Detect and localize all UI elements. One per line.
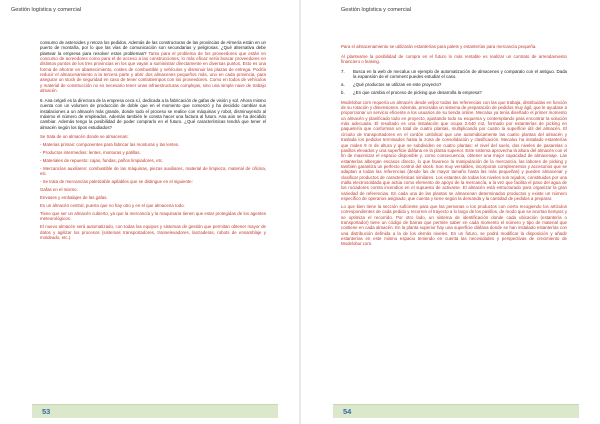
answer-line: - Materias primas: componentes para fabricar las monturas y las lentes. bbox=[40, 142, 180, 148]
running-header: Gestión logística y comercial bbox=[341, 7, 411, 13]
answer-line: Gafas en el mismo. bbox=[40, 187, 78, 193]
question-text: Busca en la web de mecalux un ejemplo de automatización de almacenes y comparalo con el antiguo. Dada la expansión de el comment puedes estudiar el caso. bbox=[353, 68, 567, 80]
answer-line: - Productos intermedios: lentes, monturas y patillas. bbox=[40, 150, 141, 156]
page-53 bbox=[0, 0, 299, 424]
answer-text: Tanto para el problema de los proveedores que están en concurso de acreedores como para el de acceso a las construcciones, lo más eficaz sería buscar proveedores en distintos puntos de los tres provincias en los que vayan a suministrar directamente en diversas puntos. Esto es una forma de ahorrar en abastecimiento, costes de combustible y vehículos y disminuir las plazas de entrega. Podría reducir el almacenamiento a la tercera parte y abrir dos almacenes pequeños más, uno en cada provincia, para asegurar un stock de seguridad en caso de tener contratiempos con los proveedores. Como en todos de vehículos y material de construcción no es necesario tener unas infraestructuras complejas, sino una simple nave de trabajo almacén. bbox=[40, 50, 266, 94]
question-6: 6. Ana celgeli es la directora de la empresa ceca s.l, dedicada a la fabricación de gafas de visión y sol. Ahora mismo cuenta con un volumen de producción de doble que en el momento que comenzó y ha decidido cambiar sus instalaciones a un almacén más grande, donde todo el proceso se realice con máquinas y robot, disminuyendo al máximo el número de empleados. Además también le consta hacer una factura al futuro. Ana aún se ha decidido cambiar. Además tengo la posibilidad de poder comprarlo en el futuro. ¿Qué características tendrá que tener el almacén según los tipos estudiados? bbox=[40, 97, 266, 130]
question-7a bbox=[341, 82, 567, 87]
question-text: ¿Qué productos se utilizan en este proyecto? bbox=[353, 82, 442, 88]
text-column bbox=[40, 40, 266, 243]
answer-line: - Mercancías auxiliares: combustible de las máquinas, piezas auxiliares, material de limpieza, material de oficina, etc. bbox=[40, 166, 266, 177]
paragraph bbox=[40, 40, 266, 93]
page-54 bbox=[301, 0, 600, 424]
answer-line: El nuevo almacén será automatizado, con todas las equipos y sistemas de gestión que permitan obtener mayor de datos y agilizar los procesos (sistemas transportadores, transelevadores, lanzaderas, robots de ensamblaje y moldeado, etc.). bbox=[40, 224, 266, 241]
question-7 bbox=[341, 69, 567, 80]
question-text: consumo de asteroides y retoza los pedidos. Además de las constructoras de las provincias de Almería están en un puerto de montaña, por lo que las vías de comunicación son secundarias y peligrosas. ¿Qué alternativa debe plantear la empresa para resolver estos problemas? bbox=[40, 40, 266, 56]
question-letter: b. bbox=[341, 90, 345, 96]
text-column bbox=[341, 44, 567, 249]
page-number: 53 bbox=[42, 407, 51, 416]
answer-line: Para el almacenamiento se utilizarán estanterías para palets y estanterías para mercancía pequeña. bbox=[341, 44, 537, 49]
page-footer bbox=[333, 404, 579, 418]
answer-line: Envases y embalajes de las gafas. bbox=[40, 195, 108, 201]
answer-line: Es un almacén central, puesto que no hay otro y en el que almacena todo. bbox=[40, 203, 185, 209]
question-letter: a. bbox=[341, 82, 345, 88]
answer-paragraph: Modelobur.com requería un almacén desde veljoz todas las referencias con las que trabaja, distribuidas en función de su rotación y dimensiones. Además, precisaba un sistema de preparación de pedidos muy ágil, que le ayudase a proporcionar un servicio eficiente a los usuarios de su tienda online. Mecalux ya tenía diseñado el primer momento un almacén y planificado todo en proyecto, ajustando todo su esquema y contemplando para encontrar la solución más adecuada. El resultado es una instalación que ocupa 2.640 m2, formado por estanterías de picking en paquetería que conforman un total de cuatro plantas, multiplicando por cuatro la superficie útil del almacén. El circuito de transportadores en el cordón umbilical que une automáticamente las cuatro plantas del almacén y traslada los pedidos terminados hasta la zona de consolidación y clasificación. Mecalux ha instalado estanterías que miden 9 m de altura y que se subdividen en cuatro plantas: el nivel del suelo, dos niveles de pasarelas o pasillos elevados y una superficie diáfana en la planta superior. Este sistema aprovecha la altura del almacén con el fin de maximizar el espacio disponible y, como consecuencia, obtener una mejor capacidad de almacenaje. Las estanterías albergan escasos directo, lo que favorece la manipulación de la mercancía, las labores de picking y también garantiza un perfecto control del stock. Son muy versátiles, incorporan complementos y accesorios que se adaptan a todas las referencias (desde las de mayor tamaño hasta las más pequeñas) y pueden almacenar y clasificar productos de características similares. Los estantes de todas los niveles son rejados, constituidos por una malla electrosoldada que actúa como elemento de apoyo de la mercancía, a la vez que facilita el paso del agua de los rociadores contra incendios en el supuesto de activarse. El almacén está estructurado para organizar la gran variedad de referencias. En cada una de las plantas se almacenan determinados productos y existe un número específico de operarios asignado, que cuenta y tiene según la demanda y la cantidad de pedidos a preparar. bbox=[341, 99, 567, 201]
answer-line: Tiene que ser un almacén cubierto, ya que la mercancía y la maquinaria tienen que estar protegidas de los agentes meteorológicos. bbox=[40, 211, 266, 222]
page-footer bbox=[32, 404, 278, 418]
question-7b bbox=[341, 90, 567, 95]
answer-line: Al plantearse la posibilidad de compra en el futuro lo más rentable es realizar un contrato de arrendamiento financiero o leasing. bbox=[341, 53, 567, 65]
question-text: ¿En que cambia el proceso de picking que desarrolla la empresa? bbox=[353, 90, 482, 96]
page-number: 54 bbox=[343, 407, 352, 416]
answer-line: - Materiales de repuesto: cajas, fundas, paños limpiadores, etc. bbox=[40, 158, 164, 164]
answer-line: Se trata de un almacén donde se almacenan: bbox=[40, 134, 129, 140]
answer-paragraph: Lo que bien tiene la sección suficiente para que las personas o los productos con cierto recogiendo los artículos correspondientes de cada pedido y recorren el trayecto a lo largo de los pasillos, de modo que se acortan tiempos y se optimiza el recorrido. Por otro lado, un sistema de identificación donde cada ubicación (estantería o transportador) tiene un código de barras que permite saber en cada momento el número y tipo de material que contiene en cada almacén. En la planta superior hay una superficie diáfana donde se han instalado estanterías con una distribución definida a la de los demás niveles. En un futuro, se podrá modificar la disposición y añadir estanterías en este mismo espacio teniendo en cuenta las necesidades y perspectivas de crecimiento de Modelobur.com. bbox=[341, 203, 567, 247]
running-header: Gestión logística y comercial bbox=[11, 7, 81, 13]
answer-line: - Se trata de mercancías paletizable apilables que se distingue en el siguiente: bbox=[40, 179, 193, 185]
question-number: 7. bbox=[341, 68, 345, 74]
